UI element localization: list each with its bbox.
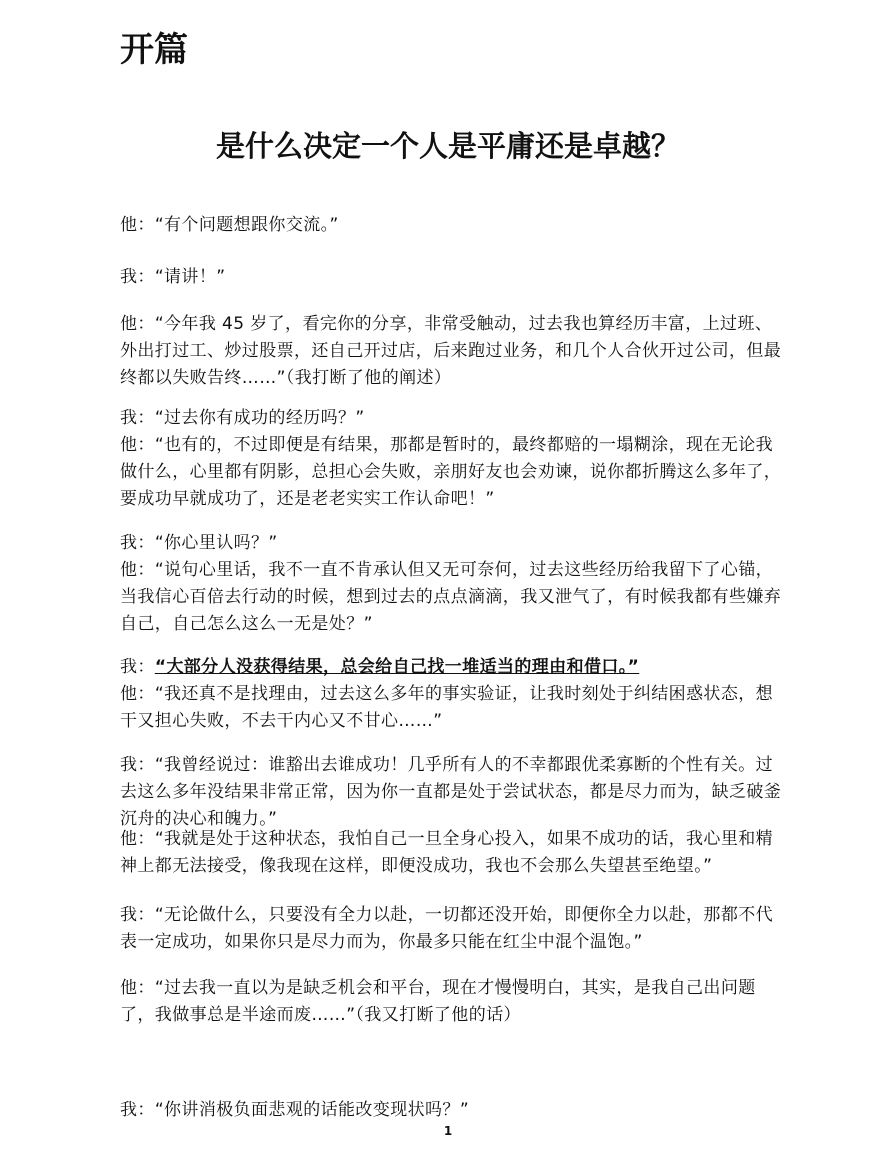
line-text: “我曾经说过：谁豁出去谁成功！几乎所有人的不幸都跟优柔寡断的个性有关。过去这么多年没结果非常正常，因为你一直都是处于尝试状态，都是尽力而为，缺乏破釜沉舟的决心和魄力。” (120, 755, 782, 829)
dialogue-line (120, 654, 785, 681)
dialogue-line (120, 264, 785, 291)
speaker: 他： (120, 978, 155, 998)
speaker: 他： (120, 829, 155, 849)
line-text: “有个问题想跟你交流。” (154, 215, 339, 235)
line-text: “你讲消极负面悲观的话能改变现状吗？” (154, 1100, 470, 1120)
dialogue-line (120, 1097, 785, 1124)
line-text: “也有的，不过即便是有结果，那都是暂时的，最终都赔的一塌糊涂，现在无论我做什么，心里都有阴影，总担心会失败，亲朋好友也会劝谏，说你都折腾这么多年了，要成功早就成功了，还是老老实实工作认命吧！” (120, 435, 782, 509)
dialogue-line (120, 902, 785, 956)
speaker: 我： (120, 755, 155, 775)
line-text: “你心里认吗？” (154, 533, 278, 553)
dialogue-line (120, 405, 785, 432)
dialogue-line (120, 752, 785, 833)
line-text: “无论做什么，只要没有全力以赴，一切都还没开始，即便你全力以赴，那都不代表一定成功，如果你只是尽力而为，你最多只能在红尘中混个温饱。” (120, 905, 774, 952)
line-text: “今年我 45 岁了，看完你的分享，非常受触动，过去我也算经历丰富，上过班、外出打过工、炒过股票，还自己开过店，后来跑过业务，和几个人合伙开过公司，但最终都以失败告终……”（我打断了他的阐述） (120, 314, 782, 388)
speaker: 他： (120, 314, 155, 334)
speaker: 他： (120, 435, 155, 455)
speaker: 我： (120, 533, 155, 553)
speaker: 我： (120, 657, 155, 677)
page-title: 是什么决定一个人是平庸还是卓越？ (215, 129, 680, 163)
dialogue-line (120, 530, 785, 557)
line-text: “我就是处于这种状态，我怕自己一旦全身心投入，如果不成功的话，我心里和精神上都无法接受，像我现在这样，即便没成功，我也不会那么失望甚至绝望。” (120, 829, 774, 876)
dialogue-line (120, 975, 785, 1029)
speaker: 他： (120, 684, 155, 704)
dialogue-line (120, 212, 785, 239)
line-text: “请讲！” (154, 267, 226, 287)
speaker: 他： (120, 560, 155, 580)
emphasized-quote: “大部分人没获得结果，总会给自己找一堆适当的理由和借口。” (154, 657, 640, 677)
speaker: 他： (120, 215, 155, 235)
dialogue-line (120, 826, 785, 880)
chapter-heading: 开篇 (120, 30, 188, 70)
speaker: 我： (120, 408, 155, 428)
speaker: 我： (120, 905, 155, 925)
speaker: 我： (120, 267, 155, 287)
line-text: “过去我一直以为是缺乏机会和平台，现在才慢慢明白，其实，是我自己出问题了，我做事总是半途而废……”（我又打断了他的话） (120, 978, 756, 1025)
line-text: “我还真不是找理由，过去这么多年的事实验证，让我时刻处于纠结困惑状态，想干又担心失败，不去干内心又不甘心……” (120, 684, 774, 731)
line-text: “说句心里话，我不一直不肯承认但又无可奈何，过去这些经历给我留下了心锚，当我信心百倍去行动的时候，想到过去的点点滴滴，我又泄气了，有时候我都有些嫌弃自己，自己怎么这么一无是处？” (120, 560, 782, 634)
line-text: “过去你有成功的经历吗？” (154, 408, 365, 428)
dialogue-line (120, 557, 785, 638)
page-number: 1 (443, 1124, 453, 1138)
speaker: 我： (120, 1100, 155, 1120)
dialogue-line (120, 311, 785, 392)
dialogue-line (120, 432, 785, 513)
dialogue-line (120, 681, 785, 735)
